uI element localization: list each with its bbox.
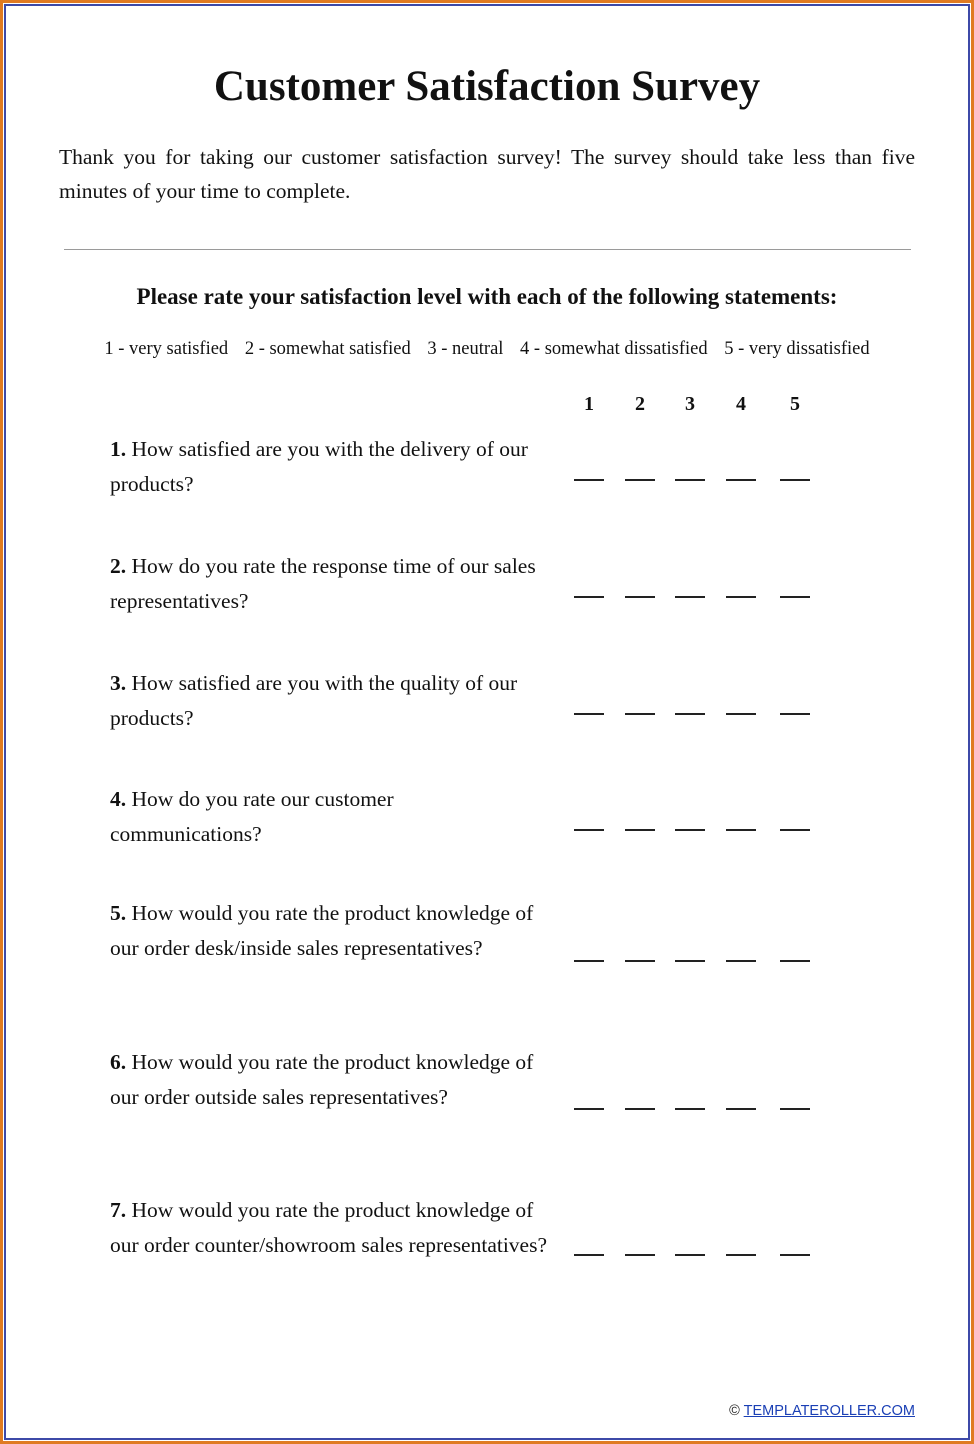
rating-blank-q4-1[interactable] [574, 829, 604, 831]
question-text: How satisfied are you with the delivery of our products? [110, 437, 528, 496]
rating-blank-q2-2[interactable] [625, 596, 655, 598]
rating-blank-q6-2[interactable] [625, 1108, 655, 1110]
rating-blank-q1-1[interactable] [574, 479, 604, 481]
divider [64, 249, 911, 250]
rating-blank-q6-3[interactable] [675, 1108, 705, 1110]
intro-text: Thank you for taking our customer satisfaction survey! The survey should take less than five minutes of your time to complete. [59, 145, 915, 203]
question-number: 6. [110, 1050, 127, 1074]
rating-blank-q7-3[interactable] [675, 1254, 705, 1256]
rating-blank-q5-3[interactable] [675, 960, 705, 962]
question-text: How do you rate our customer communications? [110, 787, 394, 846]
legend-item: 4 - somewhat dissatisfied [520, 339, 708, 359]
question-number: 1. [110, 437, 127, 461]
question-5 [110, 896, 550, 965]
rating-blank-q5-4[interactable] [726, 960, 756, 962]
question-3 [110, 666, 550, 735]
question-text: How would you rate the product knowledge of our order counter/showroom sales representatives? [110, 1198, 548, 1257]
rating-instruction: Please rate your satisfaction level with each of the following statements: [136, 284, 838, 309]
rating-blank-q7-1[interactable] [574, 1254, 604, 1256]
question-number: 5. [110, 901, 127, 925]
legend-item: 2 - somewhat satisfied [244, 339, 411, 359]
scale-header-2: 2 [635, 393, 645, 415]
question-number: 3. [110, 671, 127, 695]
rating-blank-q6-4[interactable] [726, 1108, 756, 1110]
rating-blank-q2-5[interactable] [780, 596, 810, 598]
copyright-symbol: © [729, 1403, 740, 1419]
rating-blank-q1-4[interactable] [726, 479, 756, 481]
question-7 [110, 1193, 550, 1262]
question-text: How satisfied are you with the quality of our products? [110, 671, 518, 730]
legend-item: 3 - neutral [427, 339, 504, 359]
question-text: How would you rate the product knowledge of our order desk/inside sales representatives? [110, 901, 534, 960]
rating-blank-q2-1[interactable] [574, 596, 604, 598]
rating-blank-q2-3[interactable] [675, 596, 705, 598]
question-2 [110, 549, 550, 618]
scale-header-3: 3 [685, 393, 695, 415]
scale-header-5: 5 [790, 393, 800, 415]
rating-blank-q6-5[interactable] [780, 1108, 810, 1110]
rating-blank-q5-1[interactable] [574, 960, 604, 962]
rating-blank-q3-4[interactable] [726, 713, 756, 715]
page-title: Customer Satisfaction Survey [213, 63, 761, 110]
scale-header-1: 1 [584, 393, 594, 415]
rating-blank-q4-2[interactable] [625, 829, 655, 831]
rating-blank-q3-1[interactable] [574, 713, 604, 715]
scale-header-4: 4 [736, 393, 746, 415]
question-number: 2. [110, 554, 127, 578]
rating-blank-q1-3[interactable] [675, 479, 705, 481]
rating-blank-q7-4[interactable] [726, 1254, 756, 1256]
question-number: 4. [110, 787, 127, 811]
rating-blank-q6-1[interactable] [574, 1108, 604, 1110]
question-text: How do you rate the response time of our sales representatives? [110, 554, 536, 613]
rating-blank-q4-3[interactable] [675, 829, 705, 831]
question-number: 7. [110, 1198, 127, 1222]
rating-blank-q3-2[interactable] [625, 713, 655, 715]
rating-blank-q4-4[interactable] [726, 829, 756, 831]
templateroller-link[interactable]: TEMPLATEROLLER.COM [743, 1403, 915, 1419]
footer-credit [729, 1403, 915, 1419]
rating-blank-q3-5[interactable] [780, 713, 810, 715]
rating-blank-q5-2[interactable] [625, 960, 655, 962]
rating-blank-q1-5[interactable] [780, 479, 810, 481]
rating-blank-q5-5[interactable] [780, 960, 810, 962]
rating-blank-q4-5[interactable] [780, 829, 810, 831]
rating-blank-q2-4[interactable] [726, 596, 756, 598]
rating-legend [0, 339, 974, 360]
legend-item: 5 - very dissatisfied [724, 339, 870, 359]
question-4 [110, 782, 550, 851]
question-1 [110, 432, 550, 501]
question-text: How would you rate the product knowledge of our order outside sales representatives? [110, 1050, 534, 1109]
rating-blank-q7-5[interactable] [780, 1254, 810, 1256]
rating-blank-q7-2[interactable] [625, 1254, 655, 1256]
rating-blank-q1-2[interactable] [625, 479, 655, 481]
rating-blank-q3-3[interactable] [675, 713, 705, 715]
question-6 [110, 1045, 550, 1114]
legend-item: 1 - very satisfied [104, 339, 229, 359]
